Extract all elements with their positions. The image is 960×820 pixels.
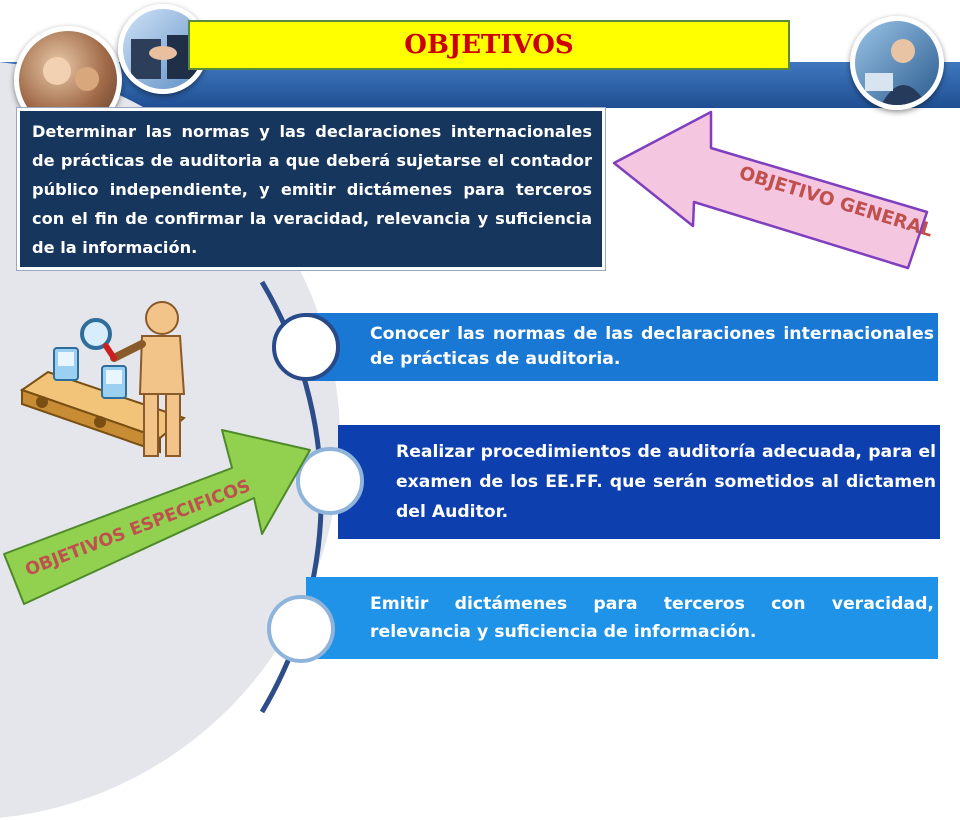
- general-objective-arrow: [610, 108, 944, 274]
- specific-objective-2: [338, 425, 940, 539]
- specific-objective-1: [306, 313, 938, 381]
- specific-objective-2-text: Realizar procedimientos de auditoría adecuada, para el examen de los EE.FF. que serán sometidos al dictamen del Auditor.: [396, 442, 936, 522]
- slide-title: OBJETIVOS: [404, 30, 574, 60]
- general-objective-label: OBJETIVO GENERAL: [736, 162, 936, 242]
- specific-objective-1-text: Conocer las normas de las declaraciones internacionales de prácticas de auditoria.: [370, 324, 934, 369]
- general-objective-text: Determinar las normas y las declaraciones internacionales de prácticas de auditoria a que deberá sujetarse el contador público independiente, y emitir dictámenes para terceros con el fin de confirmar la veracidad, relevancia y suficiencia de la información.: [32, 122, 592, 257]
- specific-objectives-label: OBJETIVOS ESPECIFICOS: [22, 476, 254, 581]
- slide-title-box: [188, 20, 790, 70]
- specific-objective-3: [306, 577, 938, 659]
- specific-objectives-arrow: [0, 420, 316, 606]
- bullet-circle-1: [272, 313, 340, 381]
- businessman-photo: [850, 16, 944, 110]
- general-objective-box: [17, 108, 605, 270]
- specific-objective-3-text: Emitir dictámenes para terceros con veracidad, relevancia y suficiencia de información.: [370, 594, 934, 642]
